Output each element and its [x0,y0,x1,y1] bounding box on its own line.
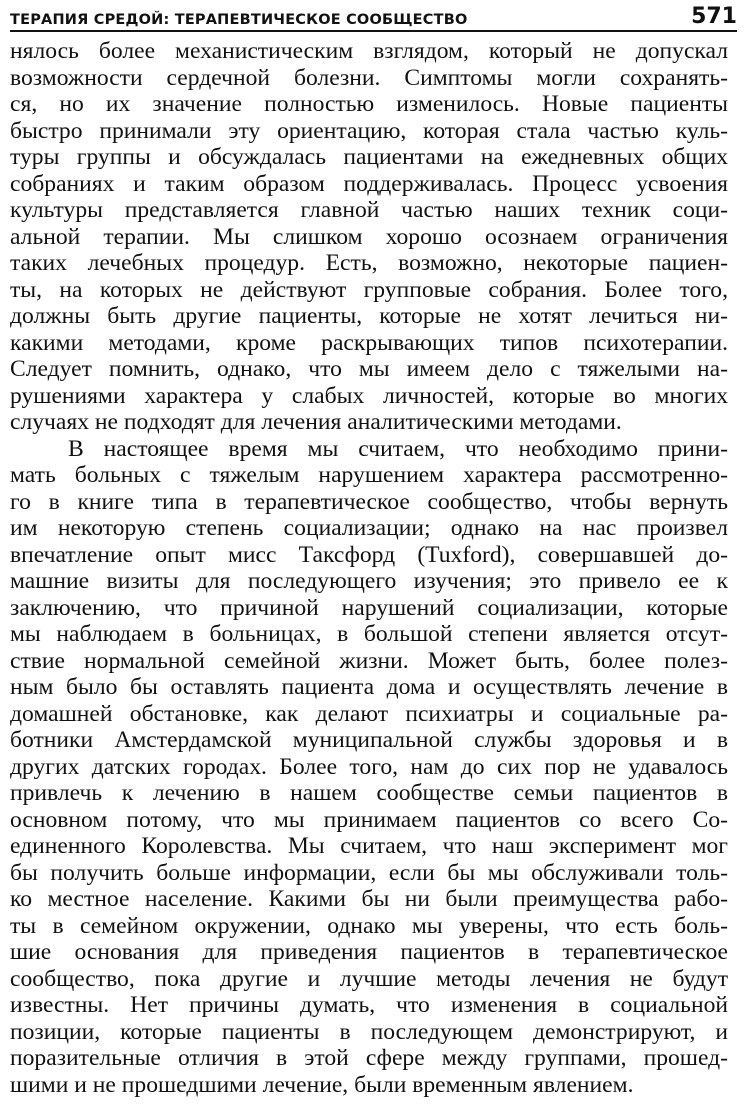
text-line: ным было бы оставлять пациента дома и осуществлять лечение в [10,674,728,700]
text-line: случаях не подходят для лечения аналитическими методами. [10,409,622,435]
text-line: возможности сердечной болезни. Симптомы могли сохранять- [10,64,728,91]
text-line: привлечь к лечению в нашем сообществе семьи пациентов в [10,780,728,806]
text-line: быстро принимали эту ориентацию, которая стала частью куль- [10,117,728,144]
text-line: рушениями характера у слабых личностей, которые во многих [10,382,728,409]
text-line: бы получить больше информации, если бы мы обслуживали толь- [10,859,728,886]
text-line: позиции, которые пациенты в последующем демонстрируют, и [10,1018,728,1045]
text-line: го в книге типа в терапевтическое сообщество, чтобы вернуть [10,488,728,515]
text-line: впечатление опыт мисс Таксфорд (Tuxford), совершавшей до- [10,541,728,568]
text-line: собраниях и таким образом поддерживалась. Процесс усвоения [10,170,728,197]
text-line: ствие нормальной семейной жизни. Может быть, более полез- [10,647,728,674]
text-line: должны быть другие пациенты, которые не хотят лечиться ни- [10,303,728,329]
text-line: сообщество, пока другие и лучшие методы лечения не будут [10,965,728,992]
text-line: известны. Нет причины думать, что изменения в социальной [10,992,728,1018]
text-line: ко местное население. Какими бы ни были преимущества рабо- [10,886,728,912]
text-line: заключению, что причиной нарушений социализации, которые [10,594,728,621]
body-text [10,38,728,1098]
text-line: ты в семейном окружении, однако мы уверены, что есть боль- [10,912,728,939]
text-line: ботники Амстердамской муниципальной службы здоровья и в [10,727,728,753]
text-line: поразительные отличия в этой сфере между группами, прошед- [10,1045,728,1071]
paragraph [10,436,728,1099]
text-line: других датских городах. Более того, нам до сих пор не удавалось [10,753,728,780]
paragraph [10,38,728,436]
text-line: туры группы и обсуждалась пациентами на ежедневных общих [10,144,728,170]
text-line: нялось более механистическим взглядом, который не допускал [10,38,728,64]
text-line: единенного Королевства. Мы считаем, что наш эксперимент мог [10,833,728,859]
running-header [10,2,737,32]
text-line: мы наблюдаем в больницах, в большой степени является отсут- [10,621,728,647]
running-title: ТЕРАПИЯ СРЕДОЙ: ТЕРАПЕВТИЧЕСКОЕ СООБЩЕСТВО [10,12,468,28]
text-line: таких лечебных процедур. Есть, возможно, некоторые пациен- [10,250,728,276]
text-line: В настоящее время мы считаем, что необходимо прини- [68,435,728,462]
page-number: 571 [691,4,737,29]
text-line: мать больных с тяжелым нарушением характера рассмотренно- [10,462,728,488]
text-line: Следует помнить, однако, что мы имеем дело с тяжелыми на- [10,356,728,382]
text-line: альной терапии. Мы слишком хорошо осознаем ограничения [10,223,728,250]
text-line: шими и не прошедшими лечение, были временным явлением. [10,1071,634,1098]
text-line: ты, на которых не действуют групповые собрания. Более того, [10,276,728,303]
text-line: ся, но их значение полностью изменилось. Новые пациенты [10,91,728,117]
text-line: им некоторую степень социализации; однако на нас произвел [10,515,728,541]
text-line: домашней обстановке, как делают психиатры и социальные ра- [10,700,728,727]
text-line: машние визиты для последующего изучения; это привело ее к [10,568,728,594]
text-line: культуры представляется главной частью наших техник соци- [10,197,728,223]
text-line: основном потому, что мы принимаем пациентов со всего Со- [10,806,728,833]
text-line: шие основания для приведения пациентов в терапевтическое [10,939,728,965]
text-line: какими методами, кроме раскрывающих типов психотерапии. [10,329,728,356]
